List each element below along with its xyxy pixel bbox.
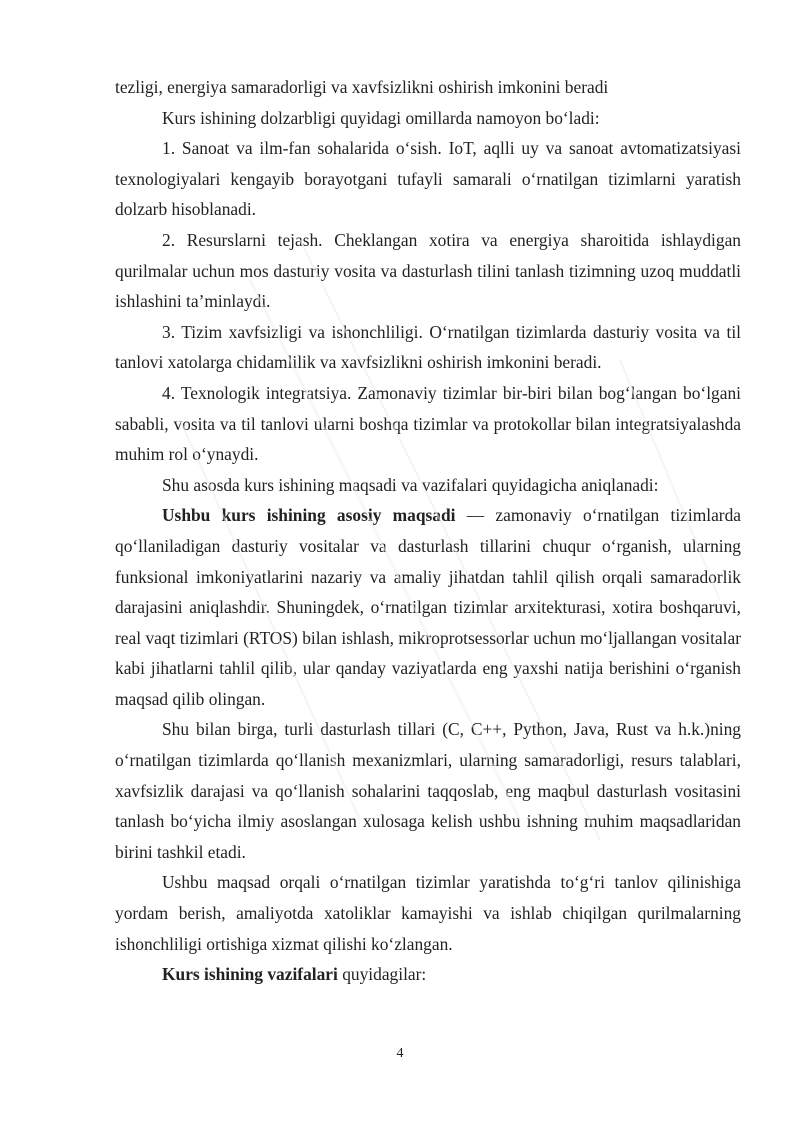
paragraph [115, 867, 741, 959]
paragraph-bold-lead: Kurs ishining vazifalari [162, 964, 338, 985]
paragraph [115, 72, 741, 103]
paragraph-text: 2. Resurslarni tejash. Cheklangan xotira va energiya sharoitida ishlaydigan qurilmalar uchun mos dasturiy vosita va dasturlash tilini tanlash tizimning uzoq muddatli ishlashini ta’minlaydi. [115, 229, 741, 312]
paragraph [115, 317, 741, 378]
paragraph-text: quyidagilar: [337, 964, 427, 985]
paragraph-text: tezligi, energiya samaradorligi va xavfsizlikni oshirish imkonini beradi [115, 77, 609, 97]
paragraph-bold-lead: Ushbu kurs ishining asosiy maqsadi [162, 505, 456, 526]
paragraph-text: 1. Sanoat va ilm-fan sohalarida o‘sish. IoT, aqlli uy va sanoat avtomatizatsiyasi texnologiyalari kengayib borayotgani tufayli samarali o‘rnatilgan tizimlarni yaratish dolzarb hisoblanadi. [115, 138, 741, 220]
paragraph-text: 3. Tizim xavfsizligi va ishonchliligi. O‘rnatilgan tizimlarda dasturiy vosita va til tanlovi xatolarga chidamlilik va xavfsizlikni oshirish imkonini beradi. [115, 321, 741, 373]
paragraph [115, 378, 741, 470]
paragraph-text: — zamonaviy o‘rnatilgan tizimlarda qo‘llaniladigan dasturiy vositalar va dasturlash tillarini chuqur o‘rganish, ularning funksional imkoniyatlarini nazariy va amaliy jihatdan tahlil qilish orqali samaradorlik darajasini aniqlashdir. Shuningdek, o‘rnatilgan tizimlar arxitekturasi, xotira boshqaruvi, real vaqt tizimlari (RTOS) bilan ishlash, mikroprotsessorlar uchun mo‘ljallangan vositalar kabi jihatlarni tahlil qilib, ular qanday vaziyatlarda eng yaxshi natija berishini o‘rganish maqsad qilib olingan. [115, 505, 741, 709]
paragraph [115, 714, 741, 867]
body-text [115, 72, 741, 990]
paragraph [115, 225, 741, 317]
paragraph-text: Shu asosda kurs ishining maqsadi va vazifalari quyidagicha aniqlanadi: [162, 474, 659, 495]
paragraph [115, 133, 741, 225]
paragraph [115, 959, 741, 990]
paragraph [115, 470, 741, 501]
paragraph-text: 4. Texnologik integratsiya. Zamonaviy tizimlar bir-biri bilan bog‘langan bo‘lgani sababli, vosita va til tanlovi ularni boshqa tizimlar va protokollar bilan integratsiyalashda muhim rol o‘ynaydi. [115, 382, 741, 465]
paragraph-text: Ushbu maqsad orqali o‘rnatilgan tizimlar yaratishda to‘g‘ri tanlov qilinishiga yordam berish, amaliyotda xatoliklar kamayishi va ishlab chiqilgan qurilmalarning ishonchliligi ortishiga xizmat qilishi ko‘zlangan. [115, 872, 741, 954]
paragraph-text: Shu bilan birga, turli dasturlash tillari (C, C++, Python, Java, Rust va h.k.)ning o‘rnatilgan tizimlarda qo‘llanish mexanizmlari, ularning samaradorligi, resurs talablari, xavfsizlik darajasi va qo‘llanish sohalarini taqqoslab, eng maqbul dasturlash vositasini tanlash bo‘yicha ilmiy asoslangan xulosaga kelish ushbu ishning muhim maqsadlaridan birini tashkil etadi. [115, 719, 741, 862]
paragraph [115, 500, 741, 714]
paragraph-text: Kurs ishining dolzarbligi quyidagi omillarda namoyon bo‘ladi: [162, 107, 600, 128]
paragraph [115, 103, 741, 134]
page-number: 4 [396, 1046, 404, 1061]
